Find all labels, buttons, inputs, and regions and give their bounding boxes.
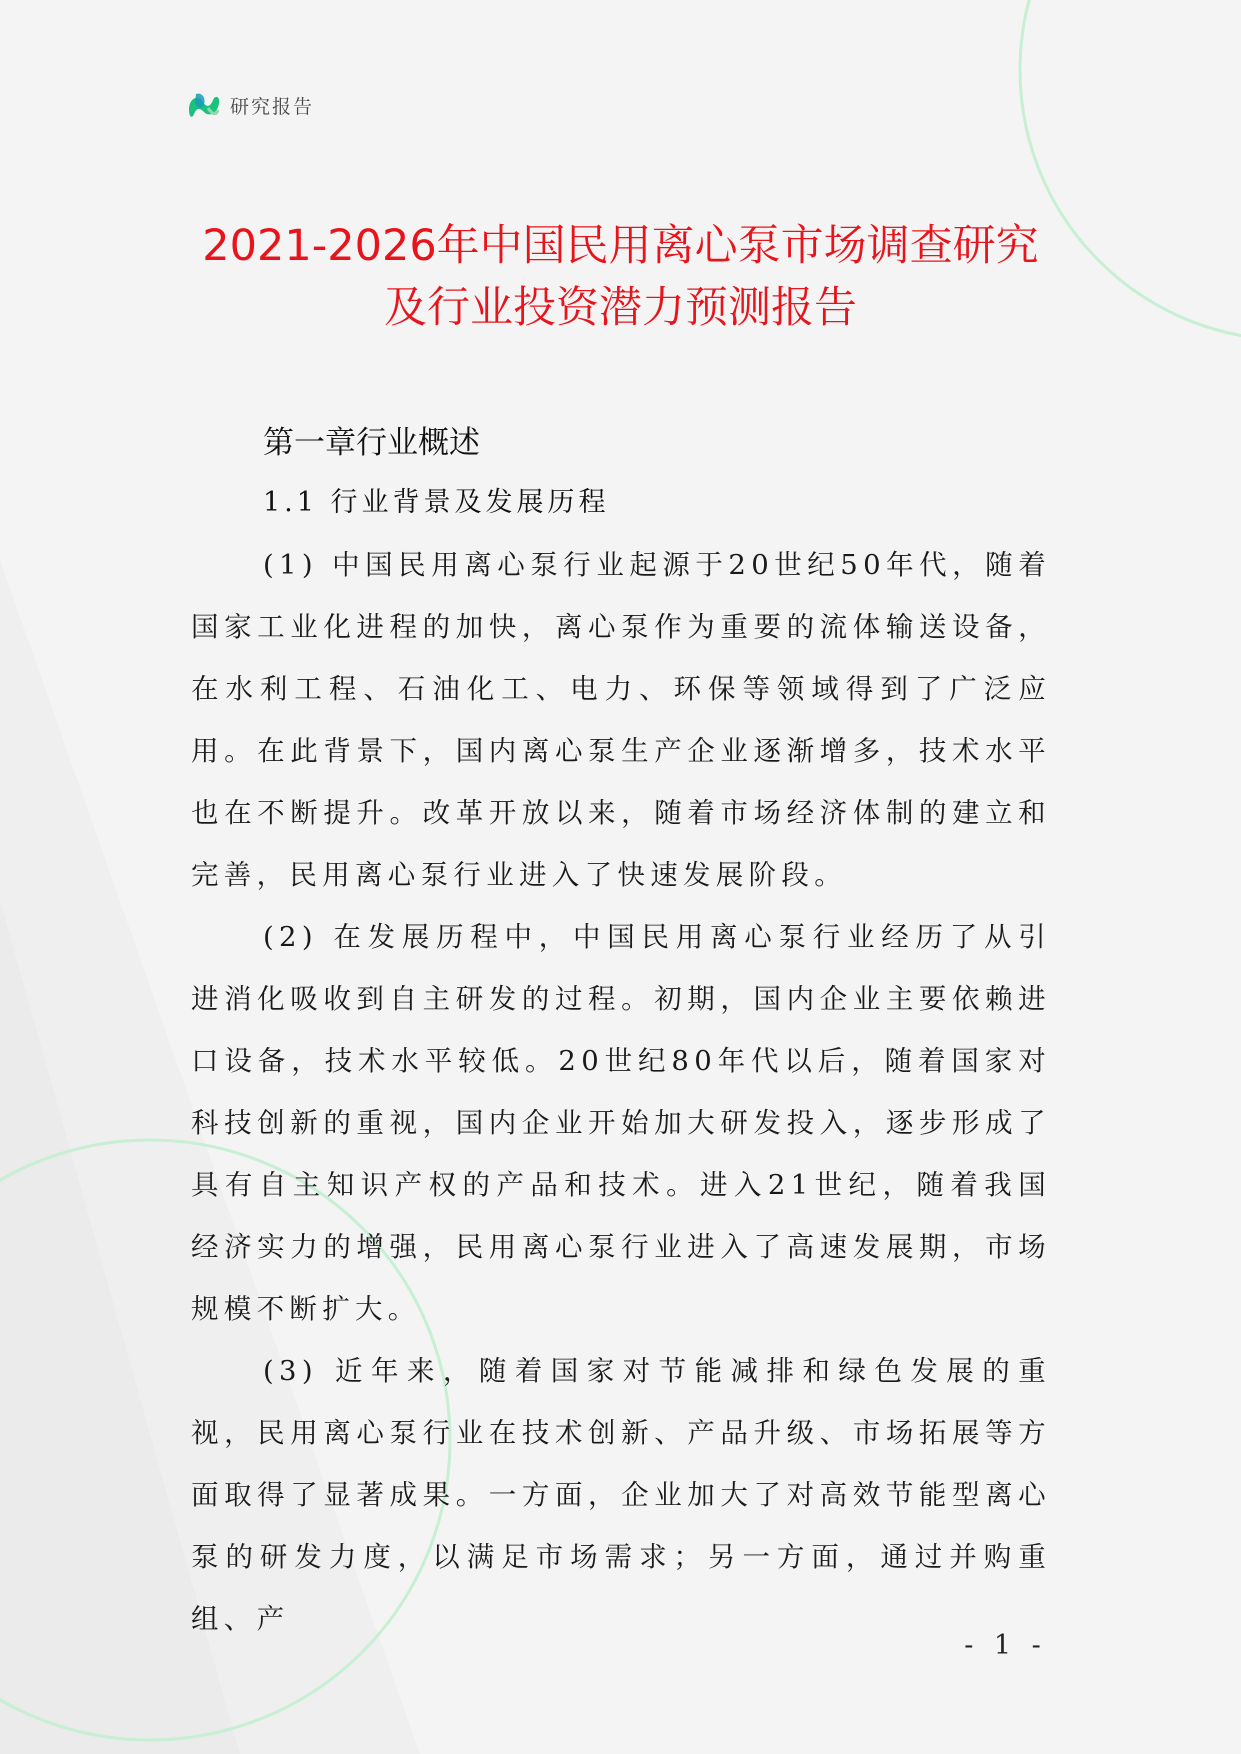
report-category-label: 研究报告: [230, 95, 315, 118]
page-number: - 1 -: [964, 1630, 1047, 1661]
report-title: [120, 215, 1121, 339]
brand-logo-icon: [186, 88, 222, 122]
report-body: [191, 414, 1051, 1650]
report-title-line-1: 2021-2026年中国民用离心泵市场调查研究: [202, 221, 1039, 271]
report-title-line-2: 及行业投资潜力预测报告: [384, 283, 857, 333]
body-paragraph-1: (1) 中国民用离心泵行业起源于20世纪50年代，随着国家工业化进程的加快，离心泵作为重要的流体输送设备，在水利工程、石油化工、电力、环保等领域得到了广泛应用。在此背景下，国内离心泵生产企业逐渐增多，技术水平也在不断提升。改革开放以来，随着市场经济体制的建立和完善，民用离心泵行业进入了快速发展阶段。: [191, 549, 1051, 891]
body-paragraph-3: (3) 近年来，随着国家对节能减排和绿色发展的重视，民用离心泵行业在技术创新、产品升级、市场拓展等方面取得了显著成果。一方面，企业加大了对高效节能型离心泵的研发力度，以满足市场需求；另一方面，通过并购重组、产: [191, 1355, 1051, 1635]
section-heading: 1.1 行业背景及发展历程: [263, 487, 610, 518]
report-header: [186, 88, 314, 122]
chapter-heading: 第一章行业概述: [263, 425, 480, 461]
body-paragraph-2: (2) 在发展历程中，中国民用离心泵行业经历了从引进消化吸收到自主研发的过程。初期，国内企业主要依赖进口设备，技术水平较低。20世纪80年代以后，随着国家对科技创新的重视，国内企业开始加大研发投入，逐步形成了具有自主知识产权的产品和技术。进入21世纪，随着我国经济实力的增强，民用离心泵行业进入了高速发展期，市场规模不断扩大。: [191, 921, 1051, 1325]
